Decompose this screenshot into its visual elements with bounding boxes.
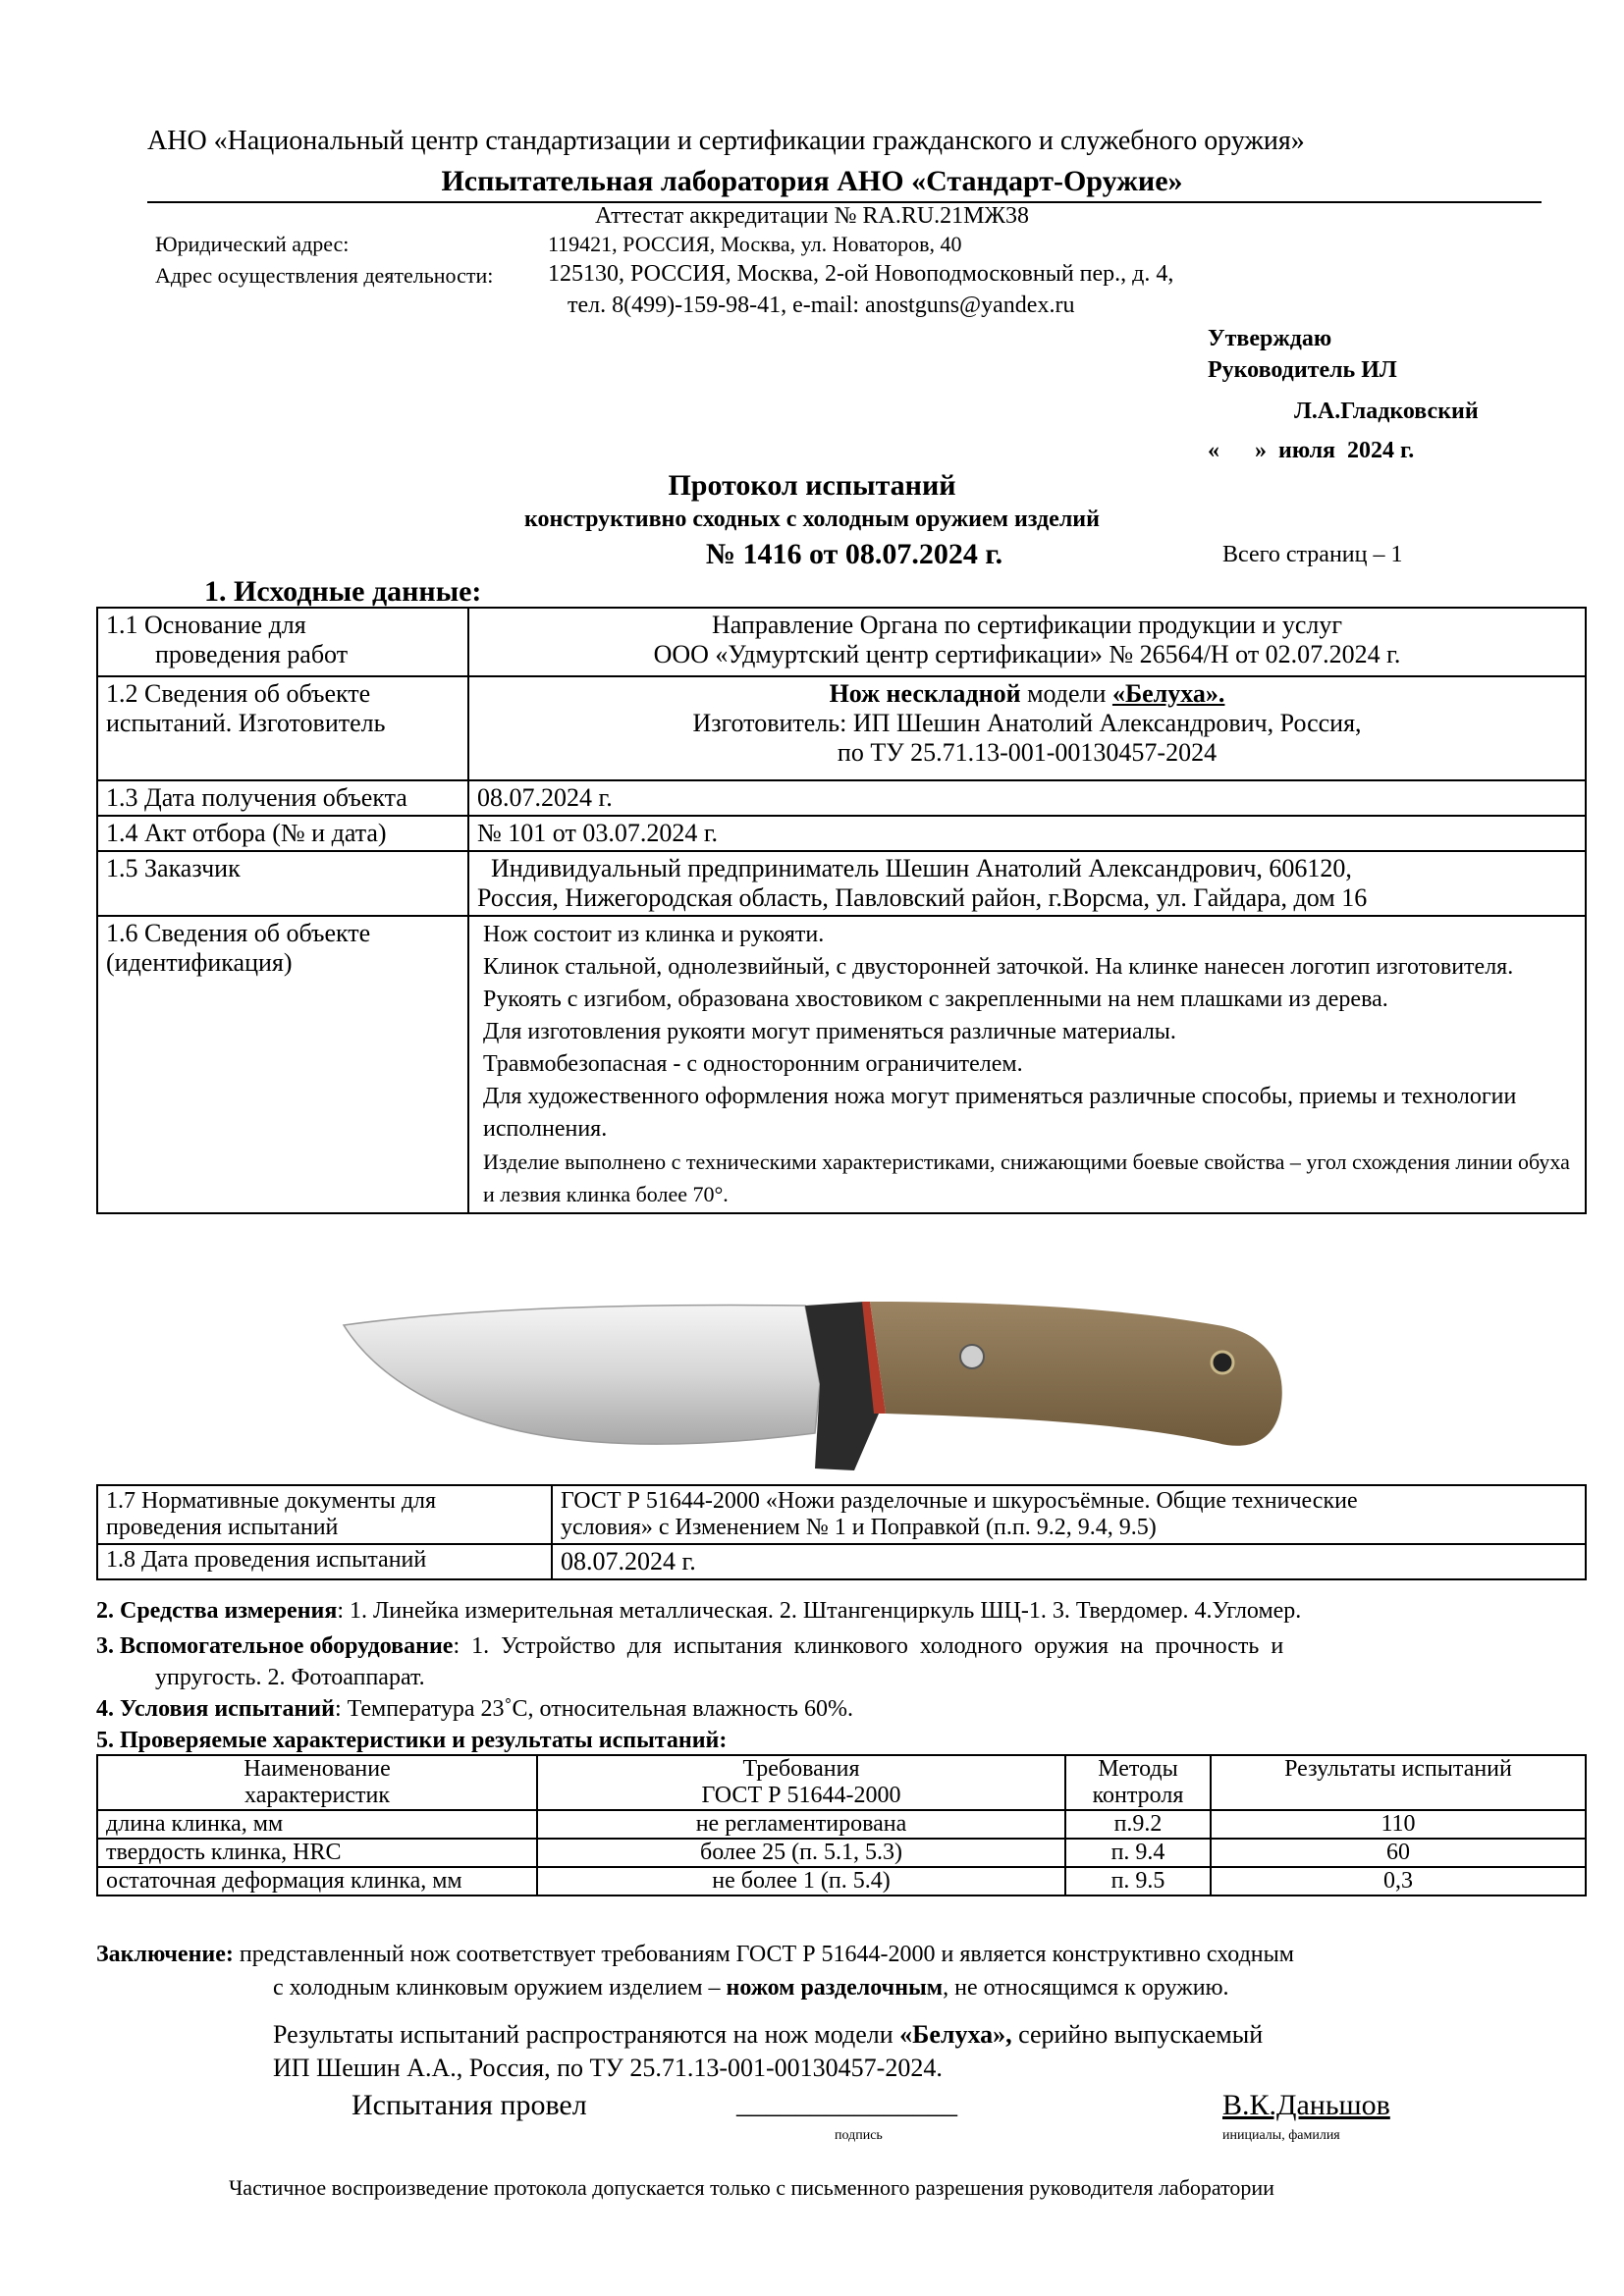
approval-position: Руководитель ИЛ [1208,357,1397,383]
row-value: Направление Органа по сертификации продукции и услуг [711,611,1343,639]
col-header: ГОСТ Р 51644-2000 [701,1783,901,1808]
knife-lanyard-hole [1212,1352,1233,1373]
section4 [96,1696,853,1723]
row-label: 1.3 Дата получения объекта [97,780,468,816]
page-count: Всего страниц – 1 [1222,542,1403,567]
signature-line: _______________ [736,2087,957,2119]
signature-caption: подпись [835,2128,883,2143]
signer-caption: инициалы, фамилия [1222,2128,1340,2143]
scope-text: Результаты испытаний распространяются на нож модели [273,2020,900,2049]
results-scope-line1 [273,2020,1263,2050]
row-label: 1.7 Нормативные документы для [106,1488,437,1514]
results-table [96,1754,1587,1896]
row-label: 1.2 Сведения об объекте [106,679,371,708]
lab-name: Испытательная лаборатория АНО «Стандарт-Оружие» [441,165,1183,197]
scope-model: «Белуха», [899,2020,1012,2049]
col-header: Требования [742,1756,860,1782]
desc-line: Для художественного оформления ножа могут применяться различные способы, приемы и технологии исполнения. [483,1084,1517,1142]
section-text: : Температура 23˚С, относительная влажность 60%. [334,1696,853,1722]
approval-name: Л.А.Гладковский [1294,399,1479,424]
source-data-table [96,607,1587,1214]
col-header: характеристик [244,1783,390,1808]
section-number: 3. [96,1633,120,1659]
section3-cont: упругость. 2. Фотоаппарат. [155,1665,425,1690]
signature-label: Испытания провел [352,2089,587,2121]
activity-address: 125130, РОССИЯ, Москва, 2-ой Новоподмосковный пер., д. 4, [548,261,1174,287]
conclusion-line1 [96,1942,1294,1968]
section-title: Условия испытаний [120,1696,335,1722]
cell-name: остаточная деформация клинка, мм [97,1867,537,1896]
row-label: 1.8 Дата проведения испытаний [97,1544,552,1579]
table-row [97,608,1586,676]
protocol-title: Протокол испытаний [668,469,956,502]
section1-title: 1. Исходные данные: [204,575,482,608]
table-row [97,676,1586,780]
row-value: ООО «Удмуртский центр сертификации» № 26564/Н от 02.07.2024 г. [653,640,1401,668]
row-label: проведения испытаний [106,1515,339,1540]
table-header-row [97,1755,1586,1810]
signer-name: В.К.Даньшов [1222,2089,1390,2121]
cell-method: п. 9.5 [1065,1867,1211,1896]
desc-line: Клинок стальной, однолезвийный, с двусторонней заточкой. На клинке нанесен логотип изготовителя. [483,954,1514,980]
col-header: Методы [1098,1756,1178,1782]
col-header: Наименование [244,1756,391,1782]
identification-description [468,916,1586,1213]
table-row [97,1839,1586,1867]
legal-address-label: Юридический адрес: [155,232,350,256]
cell-requirement: более 25 (п. 5.1, 5.3) [537,1839,1065,1867]
results-scope-line2: ИП Шешин А.А., Россия, по ТУ 25.71.13-001-00130457-2024. [273,2054,943,2082]
section-number: 2. [96,1598,120,1624]
row-value: Изготовитель: ИП Шешин Анатолий Александрович, Россия, [692,709,1362,737]
row-value: 08.07.2024 г. [552,1544,1586,1579]
section5-title: 5. Проверяемые характеристики и результаты испытаний: [96,1728,728,1753]
conclusion-text: представленный нож соответствует требованиям ГОСТ Р 51644-2000 и является конструктивно сходным [233,1942,1294,1967]
row-value: по ТУ 25.71.13-001-00130457-2024 [837,738,1218,767]
footer-note: Частичное воспроизведение протокола допускается только с письменного разрешения руководителя лаборатории [229,2175,1274,2200]
row-label: испытаний. Изготовитель [106,709,386,737]
section-number: 4. [96,1696,120,1722]
activity-address-label: Адрес осуществления деятельности: [155,263,494,288]
object-type: Нож нескладной [829,679,1021,708]
desc-line: Нож состоит из клинка и рукояти. [483,922,825,947]
desc-line: Рукоять с изгибом, образована хвостовиком с закрепленными на нем плашками из дерева. [483,987,1388,1012]
row-value: условия» с Изменением № 1 и Поправкой (п.п. 9.2, 9.4, 9.5) [561,1515,1157,1540]
row-value: Россия, Нижегородская область, Павловский район, г.Ворсма, ул. Гайдара, дом 16 [477,883,1368,912]
cell-method: п. 9.4 [1065,1839,1211,1867]
knife-blade [344,1306,820,1445]
conclusion-text: , не относящимся к оружию. [943,1975,1229,2001]
approval-date: « » июля 2024 г. [1208,438,1415,463]
legal-address: 119421, РОССИЯ, Москва, ул. Новаторов, 40 [548,232,962,256]
approval-title: Утверждаю [1208,326,1332,351]
row-label: проведения работ [155,640,349,668]
protocol-subtitle: конструктивно сходных с холодным оружием изделий [524,507,1100,532]
row-value: № 101 от 03.07.2024 г. [468,816,1586,851]
table-row [97,816,1586,851]
object-mid: модели [1020,679,1112,708]
row-label: 1.1 Основание для [106,611,306,639]
table-row [97,851,1586,916]
table-row [97,916,1586,1213]
scope-text: серийно выпускаемый [1011,2020,1264,2049]
row-value: 08.07.2024 г. [468,780,1586,816]
conclusion-line2 [273,1975,1229,2002]
conclusion-bold: ножом разделочным [726,1975,944,2001]
conclusion-label: Заключение: [96,1942,234,1967]
row-label: (идентификация) [106,948,293,977]
col-header: Результаты испытаний [1284,1756,1512,1782]
row-label: 1.6 Сведения об объекте [106,919,371,947]
table-row [97,780,1586,816]
accreditation: Аттестат аккредитации № RA.RU.21МЖ38 [594,203,1030,229]
cell-name: твердость клинка, HRC [97,1839,537,1867]
section3 [96,1633,1283,1660]
table-row [97,1810,1586,1839]
table-row [97,1544,1586,1579]
section-text: : 1. Линейка измерительная металлическая. 2. Штангенциркуль ШЦ-1. 3. Твердомер. 4.Угломер. [337,1598,1302,1624]
org-name: АНО «Национальный центр стандартизации и сертификации гражданского и служебного оружия» [147,126,1305,156]
desc-line: Травмобезопасная - с односторонним ограничителем. [483,1051,1023,1077]
conclusion-text: с холодным клинковым оружием изделием – [273,1975,727,2001]
section-title: Средства измерения [120,1598,338,1624]
row-value: Индивидуальный предприниматель Шешин Анатолий Александрович, 606120, [491,854,1352,882]
cell-result: 60 [1211,1839,1586,1867]
table-row [97,1867,1586,1896]
cell-requirement: не регламентирована [537,1810,1065,1839]
table-row [97,1485,1586,1544]
section2 [96,1598,1301,1625]
knife-photo [324,1296,1355,1492]
knife-pin [960,1345,984,1368]
row-label: 1.4 Акт отбора (№ и дата) [97,816,468,851]
col-header: контроля [1092,1783,1184,1808]
object-model: «Белуха». [1111,679,1225,708]
row-label: 1.5 Заказчик [97,851,468,916]
row-value: ГОСТ Р 51644-2000 «Ножи разделочные и шкуросъёмные. Общие технические [561,1488,1358,1514]
desc-line: Изделие выполнено с техническими характеристиками, снижающими боевые свойства – угол схождения линии обуха и лезвия клинка более 70°. [483,1149,1570,1206]
cell-requirement: не более 1 (п. 5.4) [537,1867,1065,1896]
section-title: Вспомогательное оборудование [120,1633,454,1659]
cell-result: 110 [1211,1810,1586,1839]
contacts: тел. 8(499)-159-98-41, e-mail: anostguns@yandex.ru [568,293,1075,318]
desc-line: Для изготовления рукояти могут применяться различные материалы. [483,1019,1176,1044]
norms-table [96,1484,1587,1580]
cell-method: п.9.2 [1065,1810,1211,1839]
object-title [477,679,1577,709]
cell-name: длина клинка, мм [97,1810,537,1839]
cell-result: 0,3 [1211,1867,1586,1896]
protocol-number: № 1416 от 08.07.2024 г. [705,538,1003,570]
section-text: : 1. Устройство для испытания клинкового холодного оружия на прочность и [453,1633,1284,1659]
